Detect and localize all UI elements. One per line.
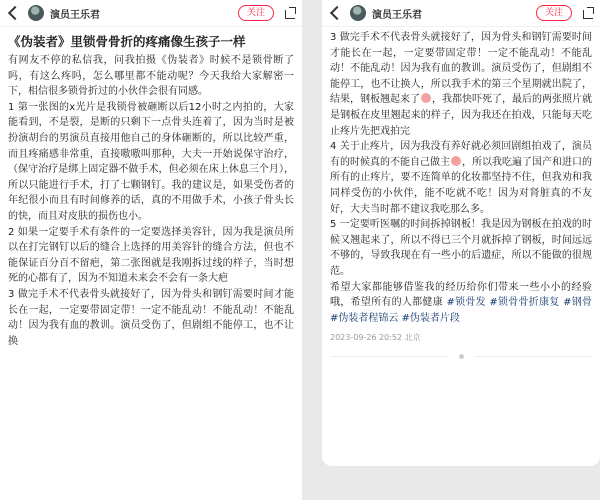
paragraph-4-part-b: ，所以我吃遍了国产和进口的所有的止疼片，要不连简单的化妆都坚持不住，但我劝和我同样受伤的小伙伴，能不吃就不吃！因为对肾脏真的不友好，大夫当时都不建议我吃那么多。 [330,156,592,215]
paragraph-3: 3 做完手术不代表骨头就接好了，因为骨头和钢钉需要时间才能长在一起，一定要带固定带！一定不能乱动！不能乱动！不能乱动！因为我有血的教训。演员受伤了，但剧组不能停工，也不让换 [8,288,294,347]
author-name[interactable]: 演员王乐君 [50,9,100,21]
paragraph-4-part-a: 4 关于止疼片，因为我没有养好就必须回剧组拍戏了，演员有的时候真的不能自己做主 [330,141,592,168]
paragraph-closing [330,280,592,327]
post-title: 《伪装者》里锁骨骨折的疼痛像生孩子一样 [8,34,246,49]
paragraph-4 [330,139,592,217]
follow-button[interactable]: 关注 [536,5,572,21]
post-header [322,0,600,27]
paragraph-3-part-b: ，我都快吓死了，最后的两张照片就是钢板在皮里翘起来的样子，因为我还在拍戏，只能每天吃止疼片先把戏拍完 [330,94,592,137]
crying-emoji-icon [451,156,461,166]
back-icon[interactable] [330,6,344,20]
paragraph-3 [330,30,592,139]
content-end-divider [322,346,600,359]
paragraph-1: 1 第一张图的x光片是我锁骨被砸断以后12小时之内拍的，大家能看到，不是裂，是断的只剩下一点骨头连着了，因为当时是被扮演胡台的男演员直接用他自己的身体砸断的，所以比较严重，而且疼痛感非常重，直接嗷嗷叫那种，大夫一开始说保守治疗，（保守治疗是绑上固定器不做手术，但必须在床上休息三个月），所以只能进行手术，打了七颗钢钉。我的建议是，如果受伤者的年纪很小而且有时间修养的话，真的不用做手术，小孩子骨头长的快，而且对皮肤的损伤也小。 [8,101,294,222]
divider-dot [459,354,464,359]
post-content [322,27,600,346]
share-icon[interactable] [582,7,594,19]
avatar[interactable] [28,5,44,21]
avatar[interactable] [350,5,366,21]
paragraph-2: 2 如果一定要手术有条件的一定要选择美容针，因为我是演员所以在打完钢钉以后的缝合上选择的用美容针的缝合方法，但也不能保证百分百不留疤，第二张图就是我刚拆过线的样子，当时想死的心都有了，因为不知道未来会不会有一条大疤 [8,226,294,285]
post-timestamp: 2023-09-26 20:52 北京 [330,333,421,343]
closing-text: 希望大家都能够借鉴我的经历给你们带来一些小小的经验哦，希望所有的人都健康 [330,281,592,309]
divider-line [330,356,449,357]
divider-line [474,356,593,357]
author-name[interactable]: 演员王乐君 [372,9,422,21]
share-icon[interactable] [284,7,296,19]
post-content [0,27,302,349]
follow-button[interactable]: 关注 [238,5,274,21]
paragraph-5: 5 一定要听医嘱的时间拆掉钢板！我是因为钢板在拍戏的时候又翘起来了，所以不得已三个月就拆掉了钢板，时间远远不够的，导致我现在有一些小的后遗症，所以不能做的很规范。 [330,219,592,277]
crying-emoji-icon [421,93,431,103]
post-header [0,0,302,27]
paragraph-intro: 有网友不停的私信我，问我拍摄《伪装者》时候不是锁骨断了吗，有这么疼吗，怎么哪里都不能动呢？今天我给大家解密一下，相信很多锁骨折过的小伙伴会很有同感。 [8,55,294,98]
post-panel-right [322,0,600,466]
back-icon[interactable] [8,6,22,20]
paragraph-3-part-a: 3 做完手术不代表骨头就接好了，因为骨头和钢钉需要时间才能长在一起，一定要带固定带！一定不能乱动！不能乱动！不能乱动！因为我有血的教训。演员受伤了，但剧组不能停工，也不让换人，所以我手术的第三个星期就出院了，结果，钢板翘起来了 [330,32,592,106]
hashtags[interactable]: #锁骨发 #锁骨骨折康复 #钢骨 #伪装者程锦云 #伪装者片段 [330,297,592,324]
